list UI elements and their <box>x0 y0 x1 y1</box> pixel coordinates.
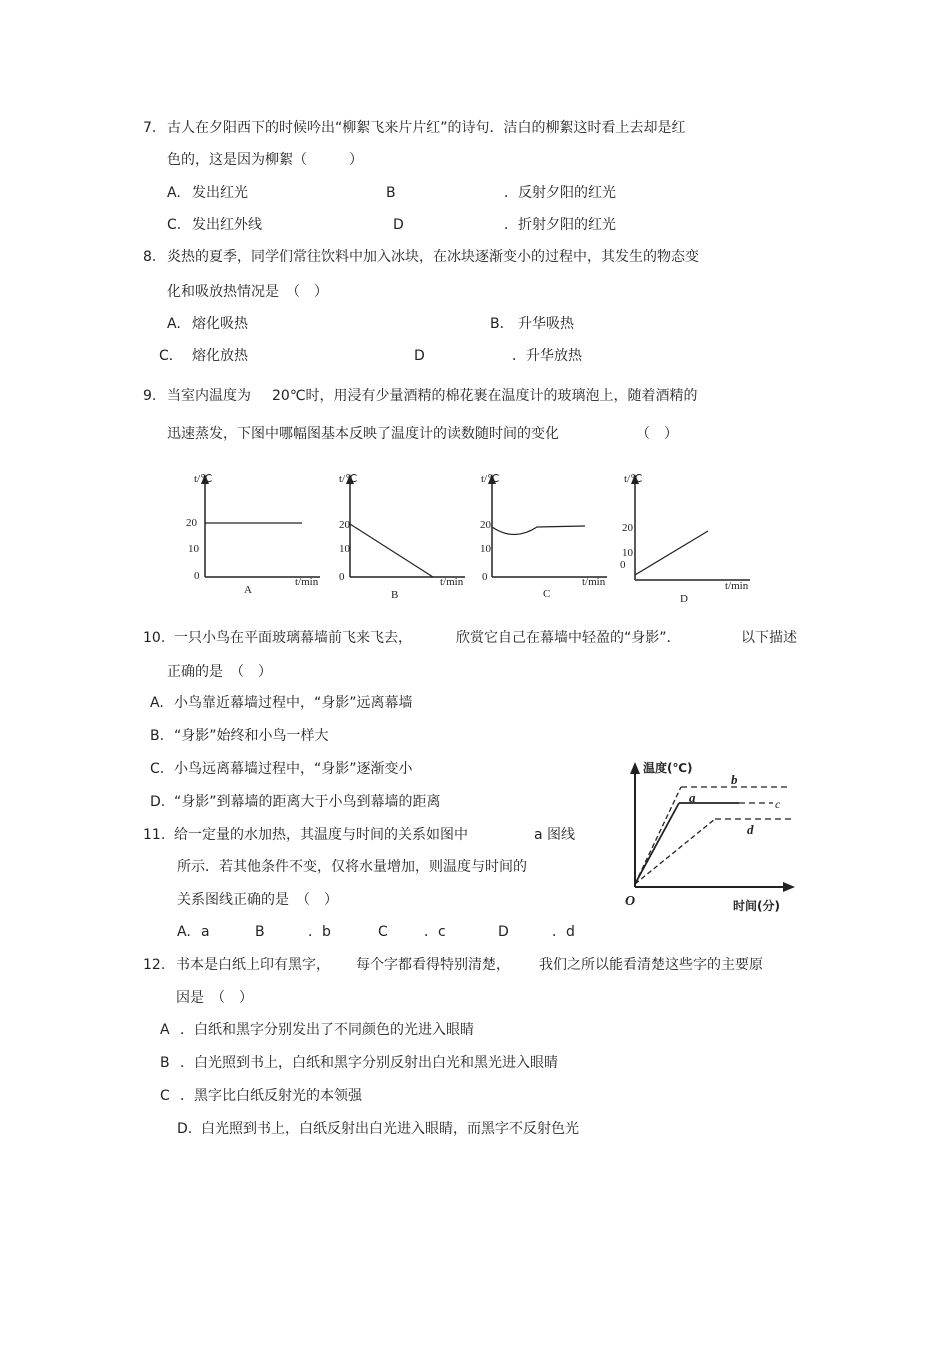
graph-a <box>180 460 330 600</box>
y-axis-label: t/℃ <box>339 473 358 485</box>
option-b-text: ．白光照到书上，白纸和黑字分别反射出白光和黑光进入眼睛 <box>180 1055 558 1071</box>
tick-0: 0 <box>339 571 345 583</box>
option-a-key: A <box>160 1022 170 1038</box>
option-d-text: ．折射夕阳的红光 <box>504 217 616 233</box>
question-text: 给一定量的水加热，其温度与时间的关系如图中 <box>174 827 468 843</box>
y-axis-label: t/℃ <box>624 473 643 485</box>
question-number: 7. <box>143 120 157 136</box>
label-a: a <box>689 790 696 805</box>
x-axis-arrow <box>783 882 795 892</box>
option-a-text: 发出红光 <box>192 185 248 201</box>
option-c-text: ．黑字比白纸反射光的本领强 <box>180 1088 362 1104</box>
option-a-text: 熔化吸热 <box>192 316 248 332</box>
y-axis-label: 温度(℃) <box>643 761 693 775</box>
curve <box>492 526 585 535</box>
option-b-key: B． <box>490 316 514 332</box>
question-text: 书本是白纸上印有黑字， <box>176 957 330 973</box>
tick-10: 10 <box>480 543 491 555</box>
question-text: 当室内温度为 <box>167 388 251 404</box>
label-b: b <box>731 772 738 787</box>
tick-0: 0 <box>194 570 200 582</box>
tick-20: 20 <box>622 522 633 534</box>
question-text: 欣赏它自己在幕墙中轻盈的“身影”． <box>456 630 681 646</box>
question-text: 色的，这是因为柳絮（ ） <box>167 152 363 168</box>
tick-20: 20 <box>186 517 197 529</box>
option-a-key: A. <box>150 695 164 711</box>
question-text: 古人在夕阳西下的时候吟出“柳絮飞来片片红”的诗句．洁白的柳絮这时看上去却是红 <box>167 120 686 136</box>
question-text: 每个字都看得特别清楚， <box>356 957 510 973</box>
option-d-key: D <box>393 217 404 233</box>
option-d-key: D <box>414 348 425 364</box>
tick-20: 20 <box>339 519 350 531</box>
question-number: 12. <box>143 957 166 973</box>
option-b-key: B <box>255 924 265 940</box>
origin-label: O <box>625 894 636 909</box>
option-c-key: C. <box>150 761 165 777</box>
tick-0: 0 <box>482 571 488 583</box>
option-c-text: 小鸟远离幕墙过程中，“身影”逐渐变小 <box>174 761 413 777</box>
option-c-key: C <box>378 924 388 940</box>
curve <box>350 524 433 577</box>
question-text: 正确的是 （ ） <box>167 664 272 680</box>
option-a-text: 小鸟靠近幕墙过程中，“身影”远离幕墙 <box>174 695 413 711</box>
option-b-key: B <box>160 1055 170 1071</box>
label-c: c <box>775 797 781 811</box>
line-d-rise <box>635 819 715 884</box>
question-text: 迅速蒸发，下图中哪幅图基本反映了温度计的读数随时间的变化 <box>167 426 559 442</box>
option-d-key: D. <box>177 1121 193 1137</box>
option-c-key: C. <box>167 217 182 233</box>
line-a-rise <box>635 803 679 884</box>
curve <box>635 531 708 575</box>
question-text: 所示．若其他条件不变，仅将水量增加，则温度与时间的 <box>177 859 527 875</box>
option-b-text: ．反射夕阳的红光 <box>504 185 616 201</box>
tick-20: 20 <box>480 519 491 531</box>
x-axis-label: t/min <box>725 580 749 592</box>
graph-b <box>325 460 475 600</box>
graph-d <box>610 460 760 605</box>
graph-caption: B <box>391 589 399 600</box>
option-d-text: ．升华放热 <box>512 348 582 364</box>
tick-10: 10 <box>339 543 350 555</box>
tick-10: 10 <box>622 547 633 559</box>
option-a-text: ．白纸和黑字分别发出了不同颜色的光进入眼睛 <box>180 1022 474 1038</box>
question-text: 我们之所以能看清楚这些字的主要原 <box>539 957 763 973</box>
graph-caption: D <box>680 593 688 605</box>
option-b-text: 升华吸热 <box>518 316 574 332</box>
tick-0: 0 <box>620 559 626 571</box>
option-c-text: 熔化放热 <box>192 348 248 364</box>
option-d-key: D. <box>150 794 166 810</box>
option-b-text: “身影”始终和小鸟一样大 <box>174 728 329 744</box>
option-c-key: C <box>160 1088 170 1104</box>
x-axis-label: t/min <box>295 576 319 588</box>
question-text: 化和吸放热情况是 （ ） <box>167 284 328 300</box>
graph-caption: A <box>244 584 252 596</box>
tick-10: 10 <box>188 543 199 555</box>
question-text: 一只小鸟在平面玻璃幕墙前飞来飞去， <box>174 630 412 646</box>
heating-graph <box>615 752 815 922</box>
y-axis-arrow <box>630 762 640 774</box>
option-a-key: A. <box>177 924 191 940</box>
label-d: d <box>747 822 754 837</box>
question-text: 20℃时，用浸有少量酒精的棉花裹在温度计的玻璃泡上，随着酒精的 <box>272 388 698 404</box>
question-text: a 图线 <box>534 827 576 843</box>
graph-c <box>467 460 617 600</box>
y-axis-label: t/℃ <box>194 473 213 485</box>
option-d-text: 白光照到书上，白纸反射出白光进入眼睛，而黑字不反射色光 <box>201 1121 579 1137</box>
graph-caption: C <box>543 588 551 600</box>
option-c-text: ．c <box>424 924 446 940</box>
x-axis-label: 时间(分) <box>733 899 780 913</box>
question-number: 10. <box>143 630 166 646</box>
option-d-text: “身影”到幕墙的距离大于小鸟到幕墙的距离 <box>174 794 441 810</box>
option-a-text: a <box>201 924 210 940</box>
option-b-key: B <box>386 185 396 201</box>
option-c-key: C． <box>159 348 183 364</box>
option-b-key: B. <box>150 728 165 744</box>
question-number: 9. <box>143 388 157 404</box>
question-text: 因是 （ ） <box>176 990 253 1006</box>
option-a-key: A. <box>167 316 181 332</box>
option-d-text: ．d <box>552 924 575 940</box>
option-a-key: A. <box>167 185 181 201</box>
x-axis-label: t/min <box>440 576 464 588</box>
answer-paren: （ ） <box>636 426 678 442</box>
question-text: 炎热的夏季，同学们常往饮料中加入冰块，在冰块逐渐变小的过程中，其发生的物态变 <box>167 249 699 265</box>
question-text: 关系图线正确的是 （ ） <box>177 892 338 908</box>
x-axis-label: t/min <box>582 576 606 588</box>
option-c-text: 发出红外线 <box>192 217 262 233</box>
question-text: 以下描述 <box>741 630 797 646</box>
question-number: 11. <box>143 827 166 843</box>
question-number: 8. <box>143 249 157 265</box>
y-axis-label: t/℃ <box>481 473 500 485</box>
option-b-text: ．b <box>308 924 331 940</box>
option-d-key: D <box>498 924 509 940</box>
